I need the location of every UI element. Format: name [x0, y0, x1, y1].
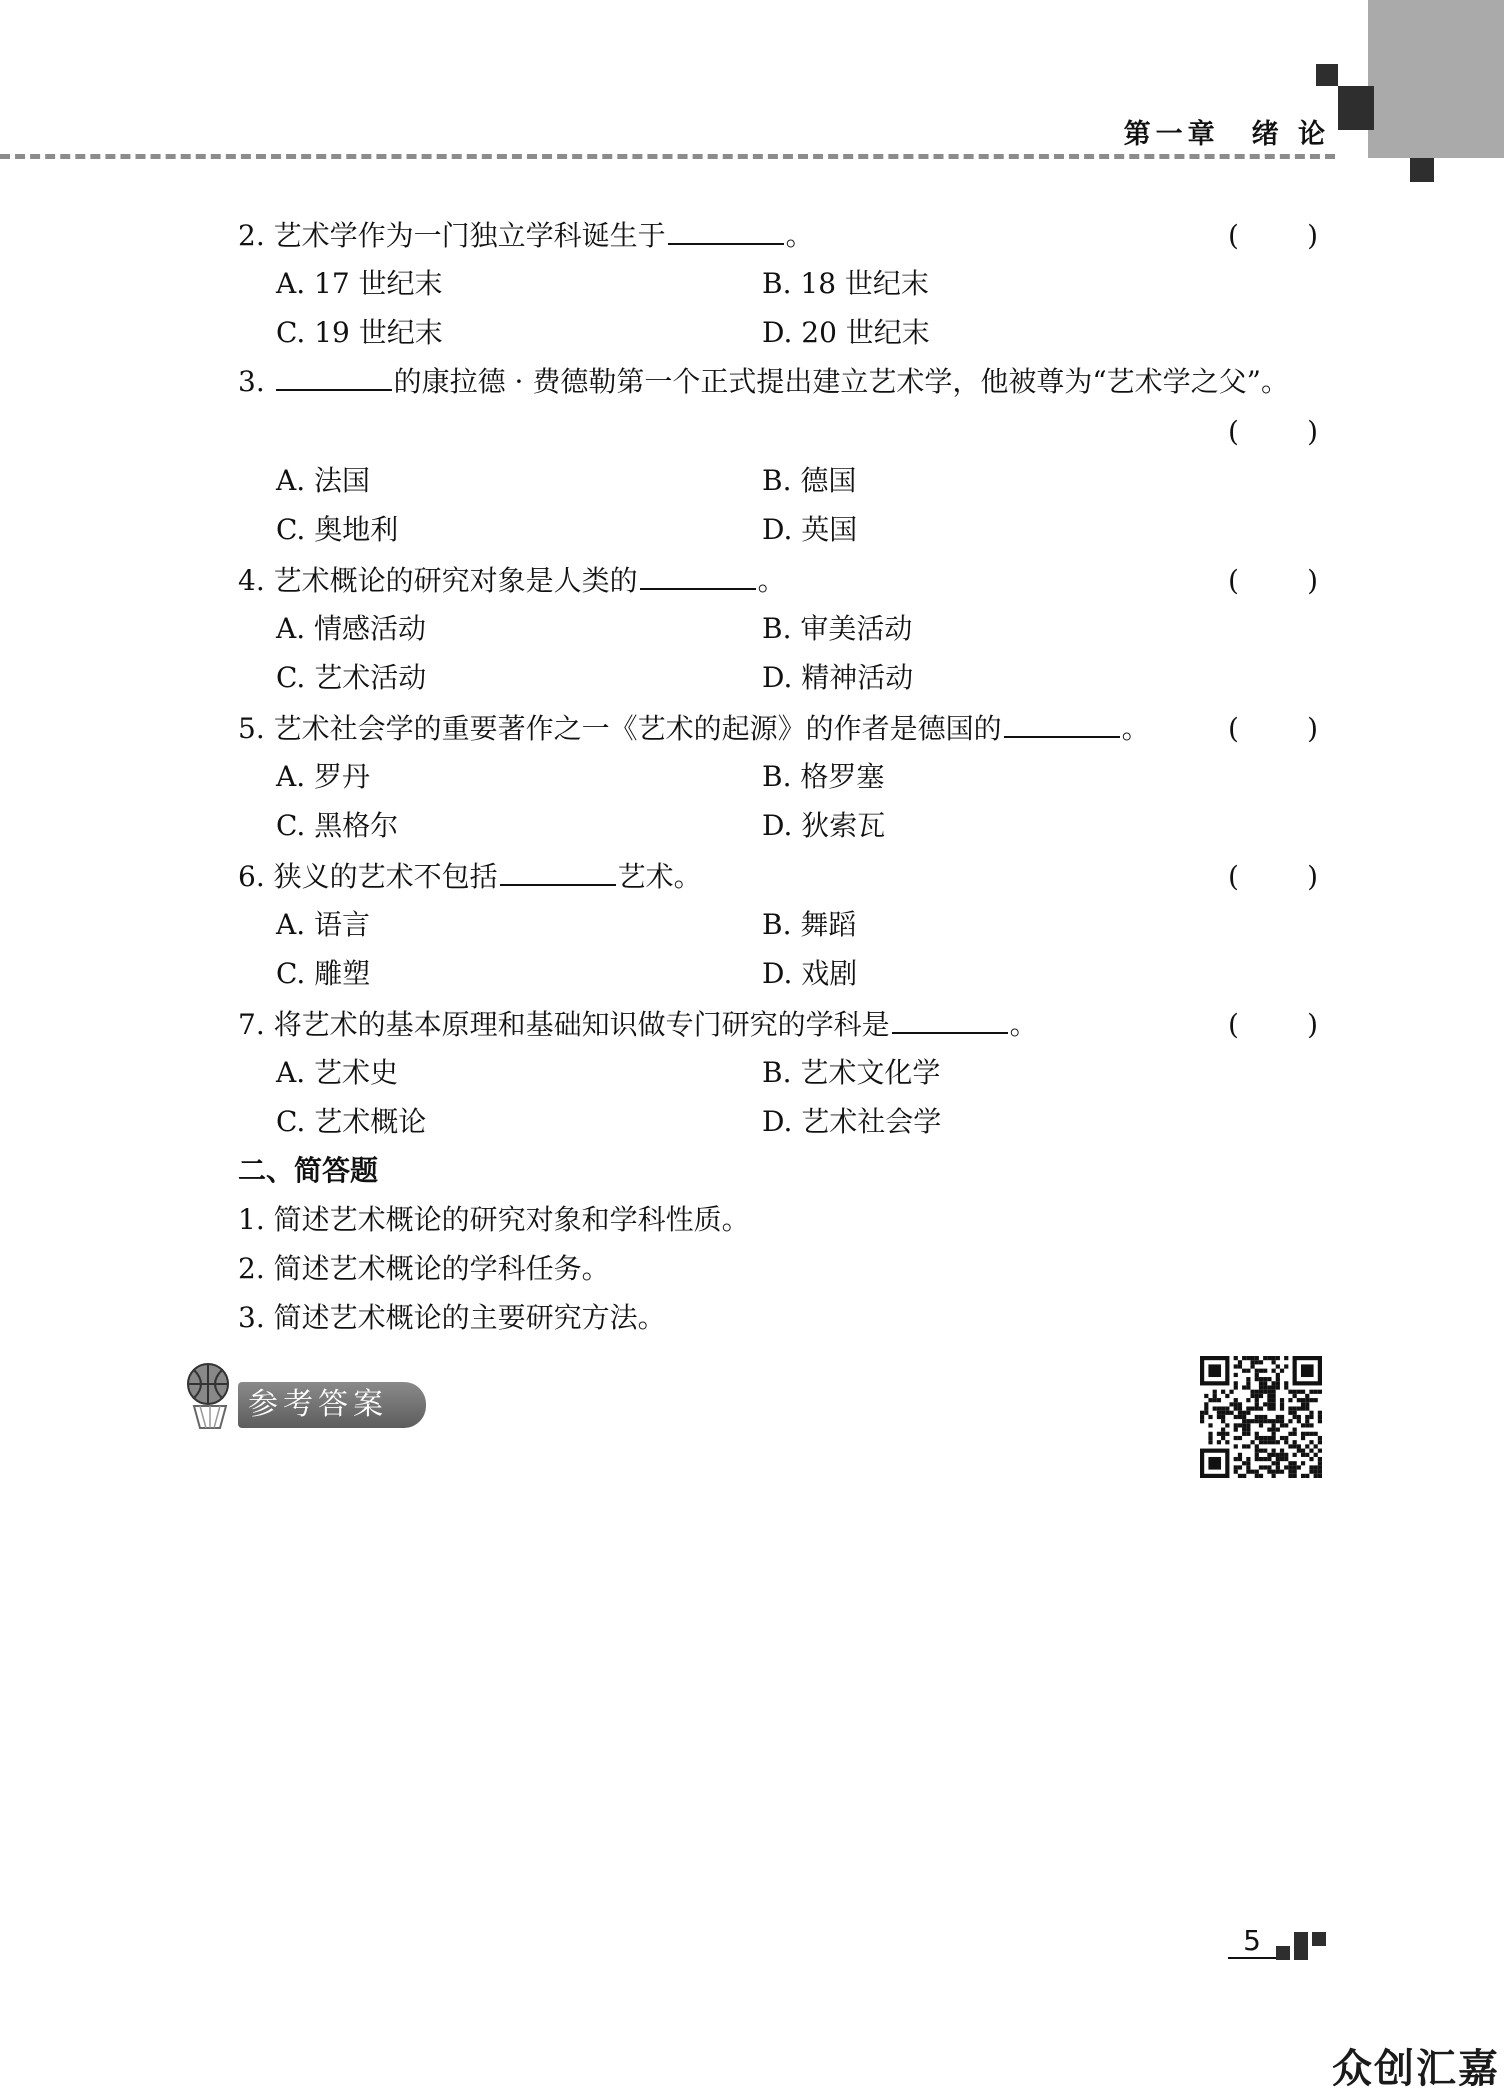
option-d: D. 艺术社会学 — [762, 1105, 942, 1138]
option-a: A. 17 世纪末 — [276, 267, 443, 300]
option-c: C. 艺术活动 — [276, 661, 427, 694]
basketball-icon — [180, 1360, 244, 1430]
option-c: C. 黑格尔 — [276, 809, 399, 842]
question-5-stem: 5. 艺术社会学的重要著作之一《艺术的起源》的作者是德国的 。 — [238, 712, 1150, 745]
page-square-1 — [1276, 1946, 1290, 1960]
short-answer-item: 3. 简述艺术概论的主要研究方法。 — [238, 1301, 666, 1334]
option-d: D. 戏剧 — [762, 957, 858, 990]
answer-blank — [668, 219, 784, 245]
option-b: B. 艺术文化学 — [762, 1056, 941, 1089]
question-4-stem: 4. 艺术概论的研究对象是人类的 。 — [238, 564, 786, 597]
option-b: B. 18 世纪末 — [762, 267, 929, 300]
header-square-2 — [1338, 86, 1374, 130]
answer-parentheses: ( ) — [1228, 564, 1318, 597]
answer-blank — [892, 1008, 1008, 1034]
option-c: C. 雕塑 — [276, 957, 371, 990]
answer-parentheses: ( ) — [1228, 712, 1318, 745]
page-number: 5 — [1228, 1924, 1276, 1959]
option-a: A. 语言 — [276, 908, 371, 941]
answer-blank — [640, 564, 756, 590]
option-d: D. 英国 — [762, 513, 858, 546]
header-square-1 — [1316, 64, 1338, 86]
option-d: D. 20 世纪末 — [762, 316, 930, 349]
question-7-stem: 7. 将艺术的基本原理和基础知识做专门研究的学科是 。 — [238, 1008, 1038, 1041]
header-square-3 — [1410, 158, 1434, 182]
option-c: C. 奥地利 — [276, 513, 399, 546]
question-3-stem: 3. 的康拉德 · 费德勒第一个正式提出建立艺术学，他被尊为“艺术学之父”。 — [238, 365, 1289, 398]
chapter-title: 第一章 绪 论 — [1123, 119, 1330, 150]
question-2-stem: 2. 艺术学作为一门独立学科诞生于 。 — [238, 219, 814, 252]
option-b: B. 德国 — [762, 464, 857, 497]
option-c: C. 艺术概论 — [276, 1105, 427, 1138]
answer-parentheses: ( ) — [1228, 1008, 1318, 1041]
option-b: B. 审美活动 — [762, 612, 913, 645]
option-d: D. 狄索瓦 — [762, 809, 886, 842]
option-a: A. 情感活动 — [276, 612, 427, 645]
answer-parentheses: ( ) — [1228, 219, 1318, 252]
question-6-stem: 6. 狭义的艺术不包括 艺术。 — [238, 860, 702, 893]
page-square-2 — [1294, 1932, 1308, 1960]
qr-code-icon[interactable] — [1200, 1356, 1322, 1478]
answer-parentheses: ( ) — [1228, 860, 1318, 893]
answer-reference-button[interactable]: 参考答案 — [238, 1382, 426, 1428]
header-gray-block — [1368, 0, 1504, 158]
section-title: 二、简答题 — [238, 1154, 379, 1187]
short-answer-item: 2. 简述艺术概论的学科任务。 — [238, 1252, 610, 1285]
short-answer-item: 1. 简述艺术概论的研究对象和学科性质。 — [238, 1203, 750, 1236]
answer-parentheses: ( ) — [1228, 415, 1318, 448]
answer-blank — [500, 860, 616, 886]
option-a: A. 法国 — [276, 464, 371, 497]
watermark-logo: 众创汇嘉 — [1332, 2046, 1500, 2092]
option-a: A. 罗丹 — [276, 760, 371, 793]
answer-blank — [276, 365, 392, 391]
page-square-3 — [1312, 1932, 1326, 1946]
answer-blank — [1004, 712, 1120, 738]
option-b: B. 舞蹈 — [762, 908, 857, 941]
option-c: C. 19 世纪末 — [276, 316, 443, 349]
option-a: A. 艺术史 — [276, 1056, 399, 1089]
header-dashed-line — [0, 154, 1335, 159]
option-b: B. 格罗塞 — [762, 760, 885, 793]
option-d: D. 精神活动 — [762, 661, 914, 694]
